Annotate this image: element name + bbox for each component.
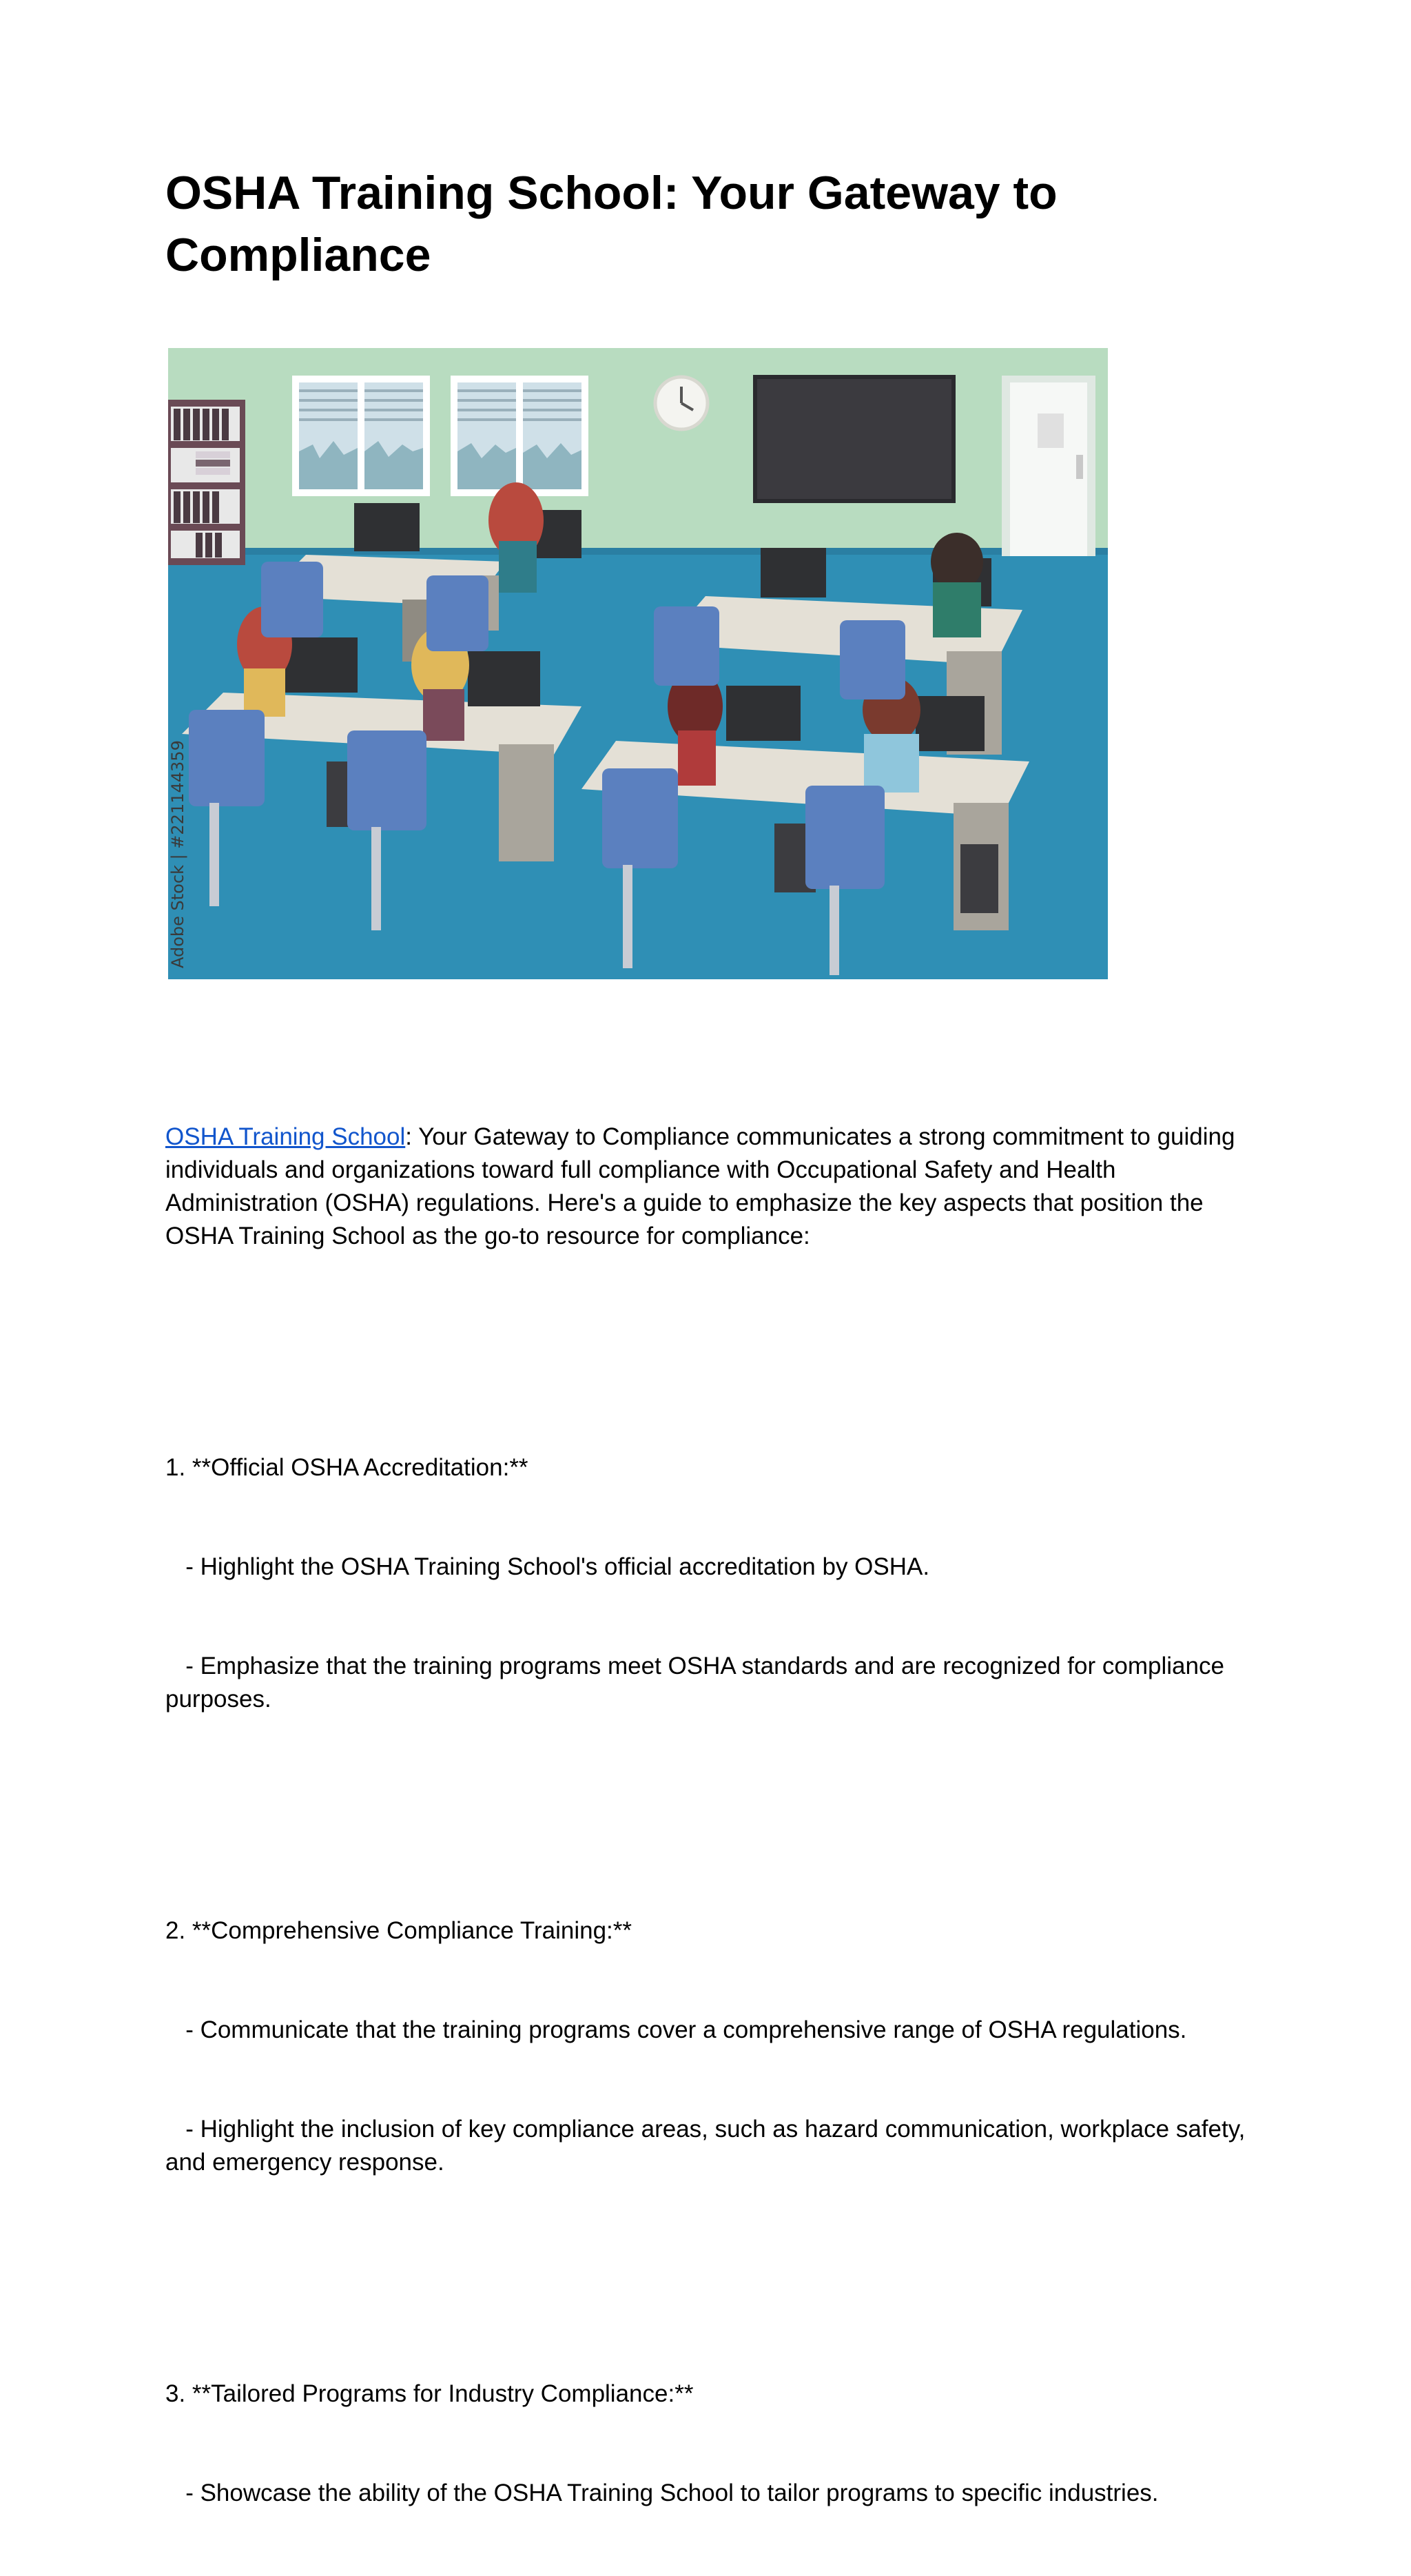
section-bullet: - Communicate that the training programs cover a comprehensive range of OSHA regulations. <box>165 2016 1187 2043</box>
section-bullet: - Emphasize that the training programs meet OSHA standards and are recognized for compliance purposes. <box>165 1653 1231 1713</box>
document-body <box>165 1054 1254 2576</box>
osha-training-school-link[interactable]: OSHA Training School <box>165 1123 406 1150</box>
classroom-illustration-svg <box>168 348 1108 979</box>
intro-paragraph <box>165 1121 1254 1253</box>
wall-screen <box>755 377 954 501</box>
section-bullet: - Showcase the ability of the OSHA Training School to tailor programs to specific industries. <box>165 2480 1159 2506</box>
bookshelf <box>168 400 245 565</box>
section-heading: 2. **Comprehensive Compliance Training:** <box>165 1917 632 1944</box>
document-title: OSHA Training School: Your Gateway to Compliance <box>165 167 1058 281</box>
classroom-illustration <box>168 348 1108 979</box>
window-left <box>292 376 430 496</box>
door <box>1002 376 1095 556</box>
stock-watermark: Adobe Stock | #221144359 <box>168 740 187 968</box>
section-heading: 3. **Tailored Programs for Industry Compliance:** <box>165 2380 694 2407</box>
window-right <box>451 376 588 496</box>
intro-text: : Your Gateway to Compliance communicates a strong commitment to guiding individuals and organizations toward full compliance with Occupational Safety and Health Administration (OSHA) regulations. Here's a guide to emphasize the key aspects that position the OSHA Training School as the go-to resource for compliance: <box>165 1123 1242 1249</box>
wall-clock-icon <box>655 377 708 429</box>
section-bullet: - Highlight the OSHA Training School's official accreditation by OSHA. <box>165 1553 930 1580</box>
section-heading: 1. **Official OSHA Accreditation:** <box>165 1454 528 1481</box>
section-bullet: - Highlight the inclusion of key compliance areas, such as hazard communication, workplace safety, and emergency response. <box>165 2116 1253 2176</box>
